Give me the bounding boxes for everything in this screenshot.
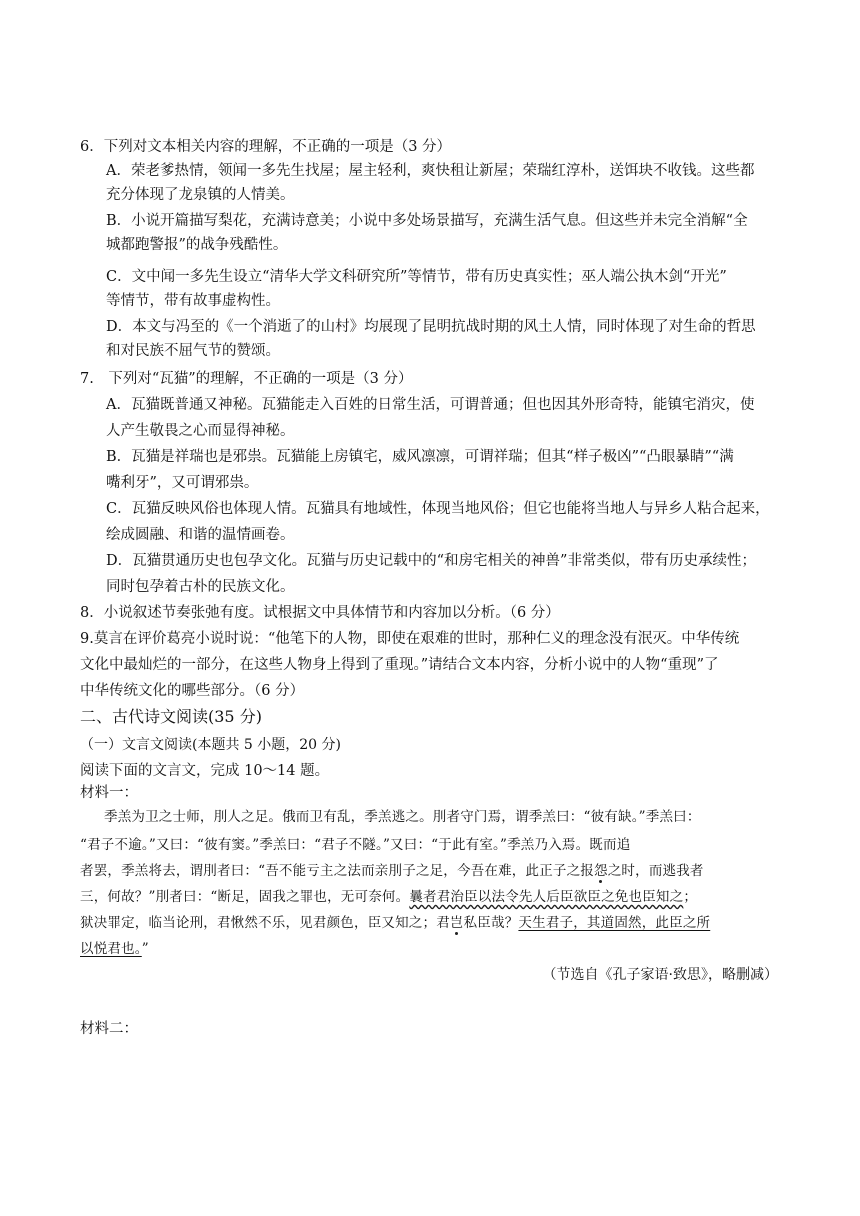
q9-stem-line3: 中华传统文化的哪些部分。（6 分）: [80, 683, 305, 699]
q7-option-a: A．瓦猫既普通又神秘。瓦猫能走入百姓的日常生活，可谓普通；但也因其外形奇特，能镇宅消灾，使: [106, 397, 755, 413]
passage-line4: [80, 886, 697, 908]
wavy-underlined-sentence: 曩者君治臣以法令先人后臣欲臣之免也臣知之: [409, 889, 684, 905]
material2-label: 材料二：: [80, 1021, 138, 1037]
passage-line3-part2: 之时，而逃我者: [607, 863, 704, 879]
q7-option-a-cont: 人产生敬畏之心而显得神秘。: [106, 423, 295, 439]
passage-line6-part2: ”: [141, 941, 149, 957]
q7-stem: 7. 下列对“瓦猫”的理解，不正确的一项是（3 分）: [80, 371, 413, 387]
section2-subtitle: （一）文言文阅读(本题共 5 小题，20 分): [80, 737, 341, 753]
passage-line5-part1: 狱决罪定，临当论刑，君愀然不乐，见君颜色，臣又知之；君: [80, 915, 450, 931]
section2-instruction: 阅读下面的文言文，完成 10～14 题。: [80, 763, 330, 779]
q6-option-b-cont: 城都跑警报”的战争残酷性。: [106, 237, 288, 253]
emphasis-dot-char: 岂: [449, 915, 464, 931]
q6-option-a-cont: 充分体现了龙泉镇的人情美。: [106, 187, 295, 203]
q6-option-b: B．小说开篇描写梨花，充满诗意美；小说中多处场景描写，充满生活气息。但这些并未完全消解“全: [106, 213, 748, 229]
q6-option-c: C．文中闻一多先生设立“清华大学文科研究所”等情节，带有历史真实性；巫人端公执木剑“开光”: [106, 269, 727, 285]
q7-option-d: D．瓦猫贯通历史也包孕文化。瓦猫与历史记载中的“和房宅相关的神兽”非常类似，带有历史承续性；: [106, 553, 756, 569]
passage-line6: [80, 938, 149, 960]
q6-option-d: D．本文与冯至的《一个消逝了的山村》均展现了昆明抗战时期的风土人情，同时体现了对生命的哲思: [106, 319, 756, 335]
q8-stem: 8．小说叙述节奏张弛有度。试根据文中具体情节和内容加以分析。（6 分）: [80, 605, 560, 621]
passage-line3: [80, 860, 704, 882]
passage-line1: 季羔为卫之士师，刖人之足。俄而卫有乱，季羔逃之。刖者守门焉，谓季羔曰：“彼有缺。”季羔曰：: [104, 809, 701, 825]
q7-option-b: B．瓦猫是祥瑞也是邪祟。瓦猫能上房镇宅，威风凛凛，可谓祥瑞；但其“样子极凶”“凸眼暴睛”“满: [106, 449, 734, 465]
q9-stem-line1: 9.莫言在评价葛亮小说时说：“他笔下的人物，即使在艰难的世时，那种仁义的理念没有泯灭。中华传统: [80, 631, 740, 647]
q9-stem-line2: 文化中最灿烂的一部分，在这些人物身上得到了重现。”请结合文本内容，分析小说中的人物“重现”了: [80, 657, 719, 673]
q6-option-c-cont: 等情节，带有故事虚构性。: [106, 293, 280, 309]
passage-source: （节选自《孔子家语·致思》，略删减）: [542, 967, 778, 983]
underlined-sentence-cont: 以悦君也。: [80, 941, 142, 957]
passage-line4-part2: ；: [683, 889, 698, 905]
section2-title: 二、古代诗文阅读(35 分): [80, 707, 262, 726]
q7-option-c: C．瓦猫反映风俗也体现人情。瓦猫具有地域性，体现当地风俗；但它也能将当地人与异乡人粘合起来，: [106, 501, 770, 517]
emphasis-dot-char: 怨: [594, 863, 608, 879]
underlined-sentence: 天生君子，其道固然，此臣之所: [518, 915, 711, 931]
passage-line5: [80, 912, 710, 934]
material1-label: 材料一：: [80, 785, 138, 801]
passage-line4-part1: 三，何故？”刖者曰：“断足，固我之罪也，无可奈何。: [80, 889, 410, 905]
passage-line5-part2: 私臣哉？: [463, 915, 519, 931]
q7-option-c-cont: 绘成圆融、和谐的温情画卷。: [106, 527, 295, 543]
passage-line3-part1: 者罢，季羔将去，谓刖者曰：“吾不能亏主之法而亲刖子之足，今吾在难，此正子之报: [80, 863, 595, 879]
q7-option-d-cont: 同时包孕着古朴的民族文化。: [106, 579, 295, 595]
passage-line2: “君子不逾。”又曰：“彼有窦。”季羔曰：“君子不隧。”又曰：“于此有室。”季羔乃入焉。既而追: [80, 837, 631, 853]
q6-stem: 6．下列对文本相关内容的理解，不正确的一项是（3 分）: [80, 139, 452, 155]
q6-option-a: A．荣老爹热情，领闻一多先生找屋；屋主轻利，爽快租让新屋；荣瑞红淳朴，送饵块不收钱。这些都: [106, 163, 755, 179]
q7-option-b-cont: 嘴利牙”，又可谓邪祟。: [106, 475, 259, 491]
q6-option-d-cont: 和对民族不屈气节的赞颂。: [106, 343, 280, 359]
